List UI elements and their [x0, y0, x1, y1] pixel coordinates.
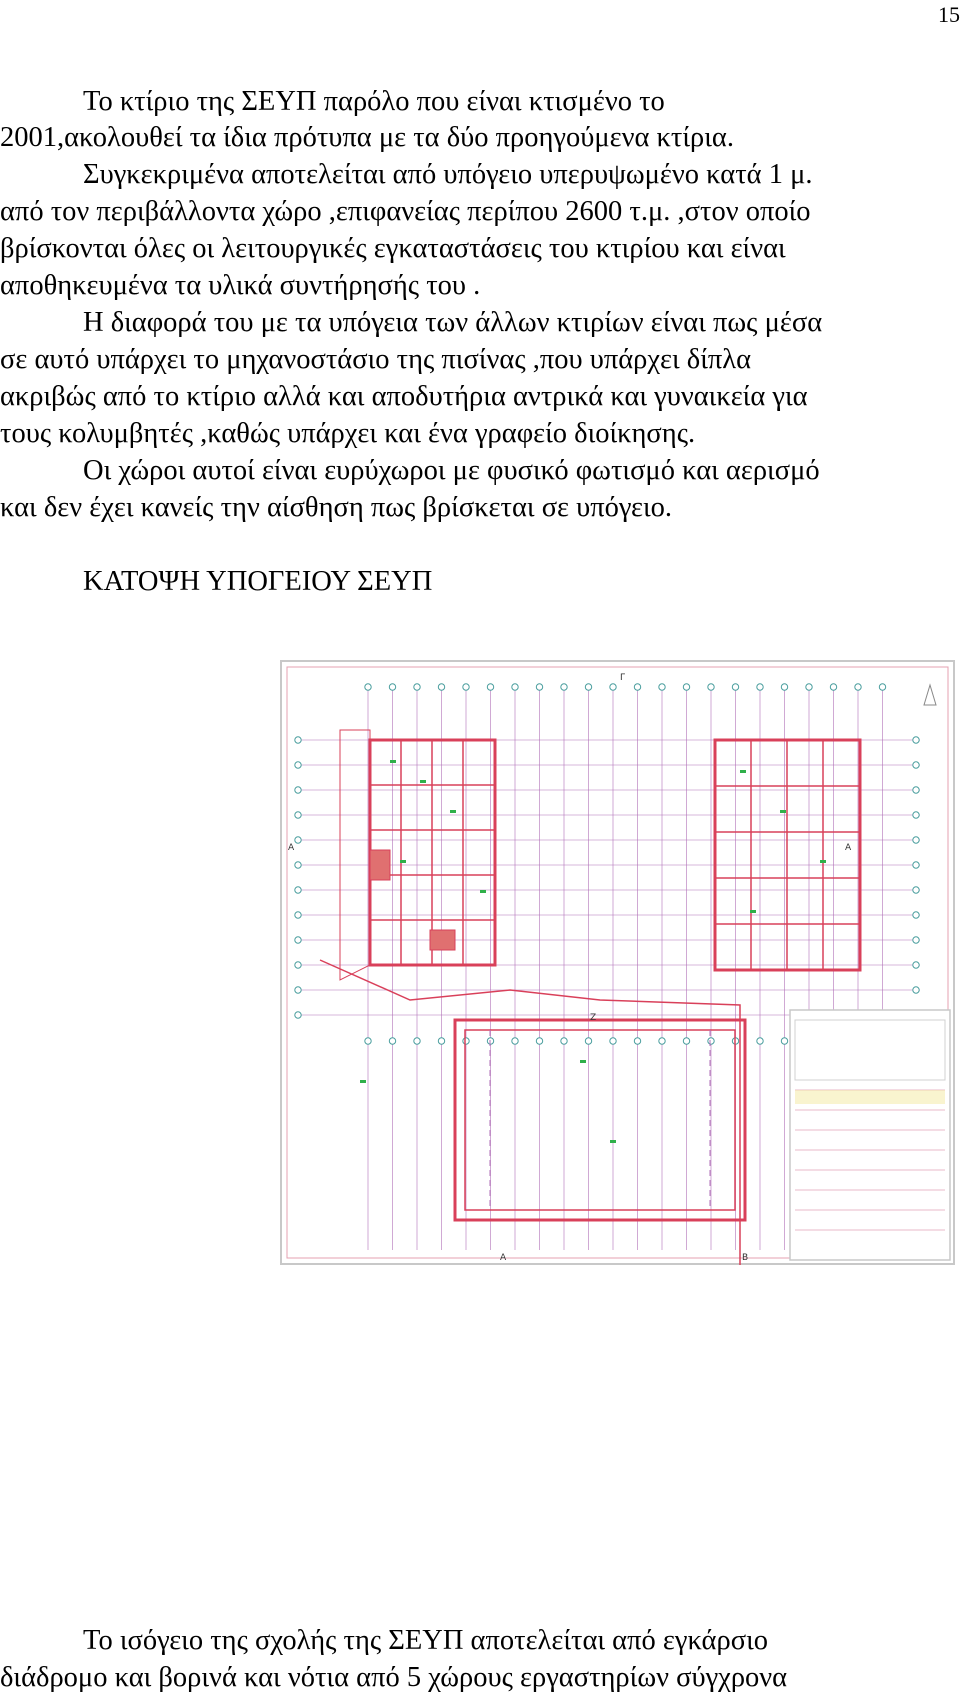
axis-bubble	[781, 1038, 787, 1044]
paragraph-line: Το κτίριο της ΣΕΥΠ παρόλο που είναι κτισμένο το	[83, 86, 665, 117]
stair-block	[370, 850, 390, 880]
axis-bubble	[414, 684, 420, 690]
axis-bubble	[487, 684, 493, 690]
left-outline	[340, 730, 370, 980]
axis-label: B	[742, 1253, 749, 1263]
axis-bubble	[855, 684, 861, 690]
paragraph-line: διάδρομο και βορινά και νότια από 5 χώρους εργαστηρίων σύγχρονα	[0, 1662, 788, 1693]
axis-bubble	[295, 762, 301, 768]
axis-bubble	[295, 912, 301, 918]
axis-bubble	[634, 684, 640, 690]
axis-bubble	[295, 737, 301, 743]
axis-bubble	[659, 1038, 665, 1044]
axis-bubble	[806, 684, 812, 690]
axis-bubble	[830, 684, 836, 690]
axis-bubble	[512, 1038, 518, 1044]
axis-bubble	[913, 762, 919, 768]
axis-bubble	[708, 684, 714, 690]
axis-bubble	[295, 787, 301, 793]
axis-bubble	[561, 684, 567, 690]
axis-bubble	[389, 1038, 395, 1044]
paragraph-line: αποθηκευμένα τα υλικά συντήρησής του .	[0, 270, 481, 301]
axis-bubble	[561, 1038, 567, 1044]
axis-bubble	[683, 1038, 689, 1044]
axis-bubble	[295, 812, 301, 818]
page-number: 15	[938, 2, 960, 27]
annotation-mark	[580, 1060, 586, 1063]
paragraph-line: 2001,ακολουθεί τα ίδια πρότυπα με τα δύο προηγούμενα κτίρια.	[0, 122, 734, 153]
pool-outer	[455, 1020, 745, 1220]
paragraph-line: από τον περιβάλλοντα χώρο ,επιφανείας περίπου 2600 τ.μ. ,στον οποίο	[0, 196, 811, 227]
axis-bubble	[708, 1038, 714, 1044]
pool-inner	[465, 1030, 735, 1210]
axis-bubble	[512, 684, 518, 690]
axis-bubble	[295, 1012, 301, 1018]
paragraph-line: Η διαφορά του με τα υπόγεια των άλλων κτιρίων είναι πως μέσα	[83, 307, 823, 338]
basement-floor-plan	[280, 660, 955, 1265]
axis-bubble	[463, 1038, 469, 1044]
axis-bubble	[295, 837, 301, 843]
axis-bubble	[913, 787, 919, 793]
axis-bubble	[365, 1038, 371, 1044]
axis-bubble	[913, 812, 919, 818]
paragraph-line: τους κολυμβητές ,καθώς υπάρχει και ένα γραφείο διοίκησης.	[0, 418, 696, 449]
axis-bubble	[295, 862, 301, 868]
axis-bubble	[295, 962, 301, 968]
annotation-mark	[610, 1140, 616, 1143]
axis-label: Γ	[620, 673, 626, 683]
paragraph-line: Συγκεκριμένα αποτελείται από υπόγειο υπερυψωμένο κατά 1 μ.	[83, 159, 813, 190]
annotation-mark	[390, 760, 396, 763]
axis-label: Z	[590, 1013, 597, 1023]
annotation-mark	[480, 890, 486, 893]
axis-bubble	[683, 684, 689, 690]
axis-bubble	[913, 912, 919, 918]
title-block	[790, 1010, 950, 1260]
north-arrow	[924, 685, 936, 705]
axis-bubble	[295, 987, 301, 993]
axis-bubble	[536, 1038, 542, 1044]
axis-bubble	[610, 1038, 616, 1044]
stair-block	[430, 930, 455, 950]
axis-bubble	[438, 1038, 444, 1044]
axis-bubble	[913, 887, 919, 893]
annotation-mark	[450, 810, 456, 813]
axis-bubble	[610, 684, 616, 690]
annotation-mark	[820, 860, 826, 863]
axis-bubble	[913, 837, 919, 843]
axis-bubble	[438, 684, 444, 690]
axis-bubble	[913, 737, 919, 743]
axis-bubble	[295, 937, 301, 943]
axis-label: A	[288, 843, 295, 853]
axis-label: A	[500, 1253, 507, 1263]
annotation-mark	[750, 910, 756, 913]
paragraph-line: Οι χώροι αυτοί είναι ευρύχωροι με φυσικό φωτισμό και αερισμό	[83, 455, 820, 486]
paragraph-line: ακριβώς από το κτίριο αλλά και αποδυτήρια αντρικά και γυναικεία για	[0, 381, 808, 412]
annotation-mark	[740, 770, 746, 773]
axis-bubble	[659, 684, 665, 690]
paragraph-line: σε αυτό υπάρχει το μηχανοστάσιο της πισίνας ,που υπάρχει δίπλα	[0, 344, 752, 375]
axis-bubble	[879, 684, 885, 690]
axis-bubble	[913, 862, 919, 868]
axis-bubble	[757, 1038, 763, 1044]
axis-bubble	[913, 962, 919, 968]
paragraph-line: βρίσκονται όλες οι λειτουργικές εγκαταστάσεις του κτιρίου και είναι	[0, 233, 786, 264]
axis-bubble	[913, 987, 919, 993]
axis-bubble	[585, 1038, 591, 1044]
axis-bubble	[732, 684, 738, 690]
title-block-highlight	[795, 1090, 945, 1104]
annotation-mark	[400, 860, 406, 863]
axis-bubble	[463, 684, 469, 690]
axis-bubble	[634, 1038, 640, 1044]
axis-bubble	[536, 684, 542, 690]
annotation-mark	[360, 1080, 366, 1083]
annotation-mark	[780, 810, 786, 813]
axis-bubble	[365, 684, 371, 690]
axis-bubble	[389, 684, 395, 690]
axis-bubble	[781, 684, 787, 690]
axis-bubble	[295, 887, 301, 893]
axis-label: A	[845, 843, 852, 853]
axis-bubble	[585, 684, 591, 690]
paragraph-line: και δεν έχει κανείς την αίσθηση πως βρίσκεται σε υπόγειο.	[0, 492, 673, 523]
axis-bubble	[757, 684, 763, 690]
axis-bubble	[414, 1038, 420, 1044]
paragraph-line: Το ισόγειο της σχολής της ΣΕΥΠ αποτελείται από εγκάρσιο	[83, 1625, 768, 1656]
annotation-mark	[420, 780, 426, 783]
plan-heading: ΚΑΤΟΨΗ ΥΠΟΓΕΙΟΥ ΣΕΥΠ	[83, 566, 433, 597]
axis-bubble	[913, 937, 919, 943]
